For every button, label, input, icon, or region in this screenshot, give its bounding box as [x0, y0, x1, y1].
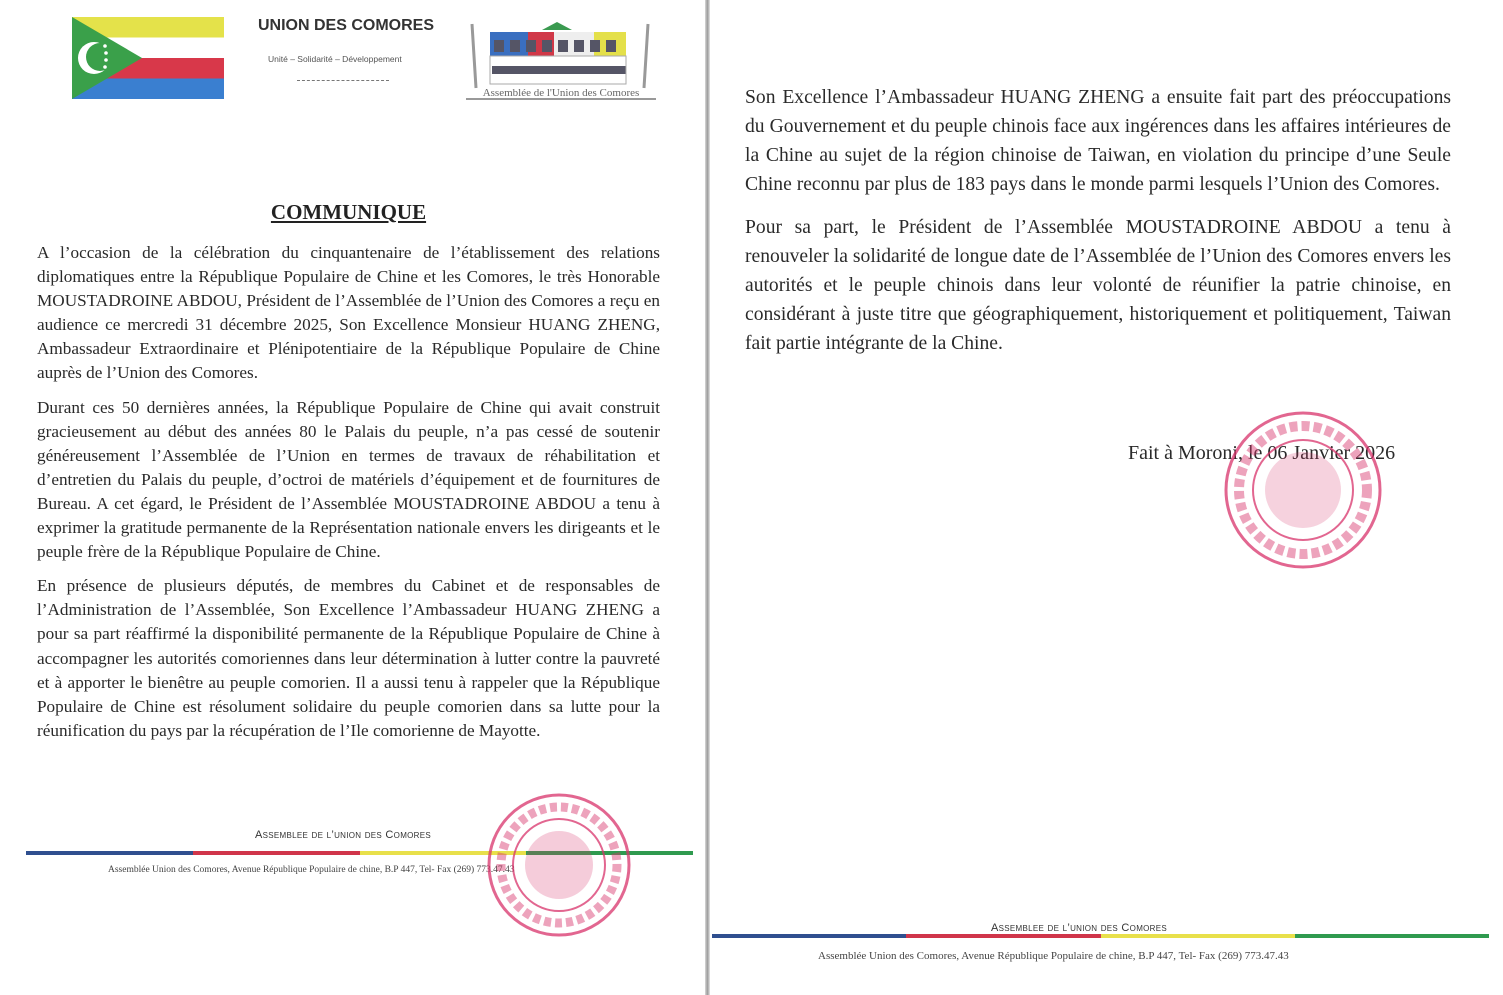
body-text [37, 241, 660, 753]
communique-page-1 [0, 0, 705, 995]
official-stamp-icon [486, 792, 632, 938]
official-stamp-icon [1220, 410, 1386, 570]
footer-address: Assemblée Union des Comores, Avenue République Populaire de chine, B.P 447, Tel- Fax (269) 773.47.43 [818, 950, 1289, 962]
paragraph-2: Durant ces 50 dernières années, la République Populaire de Chine qui avait construit gracieusement au début des années 80 le Palais du peuple, n’a pas cessé de soutenir généreusement l’Assemblée de l’Union en termes de travaux de réhabilitation et d’entretien du Palais du peuple, d’octroi de matériels d’équipement et de fournitures de Bureau. A cet égard, le Président de l’Assemblée MOUSTADROINE ABDOU a tenu à exprimer la gratitude permanente de la Représentation nationale envers les dirigeants et le peuple frère de la République Populaire de Chine. [37, 397, 660, 562]
paragraph-1: A l’occasion de la célébration du cinquantenaire de l’établissement des relations diplomatiques entre la République Populaire de Chine et les Comores, le très Honorable MOUSTADROINE ABDOU, Président de l’Assemblée de l’Union des Comores a reçu en audience ce mercredi 31 décembre 2025, Son Excellence Monsieur HUANG ZHENG, Ambassadeur Extraordinaire et Plénipotentiaire de la République Populaire de Chine auprès de l’Union des Comores. [37, 243, 660, 383]
assembly-logo [462, 18, 660, 102]
paragraph-3: En présence de plusieurs députés, de membres du Cabinet et de responsables de l’Administration de l’Assemblée, Son Excellence l’Ambassadeur HUANG ZHENG a pour sa part réaffirmé la disponibilité permanente de la République Populaire de Chine à accompagner les autorités comoriennes dans leur détermination à lutter contre la pauvreté et à apporter le bienêtre au peuple comorien. Il a aussi tenu à rappeler que la République Populaire de Chine est résolument solidaire du peuple comorien dans sa lutte pour la réunification du pays par la récupération de l’Ile comorienne de Mayotte. [37, 576, 660, 740]
body-text [745, 83, 1451, 372]
footer-address: Assemblée Union des Comores, Avenue République Populaire de chine, B.P 447, Tel- Fax (269) 773.47.43 [108, 865, 515, 875]
communique-page-2 [710, 0, 1503, 995]
page-title: COMMUNIQUE [270, 200, 427, 224]
footer-org: Assemblee de l’union des Comores [255, 829, 432, 841]
header-divider [297, 80, 389, 81]
header-country: UNION DES COMORES [258, 17, 435, 34]
header-motto: Unité – Solidarité – Développement [268, 54, 402, 64]
paragraph-4: Son Excellence l’Ambassadeur HUANG ZHENG a ensuite fait part des préoccupations du Gouvernement et du peuple chinois face aux ingérences dans les affaires intérieures de la Chine au sujet de la région chinoise de Taiwan, en violation du principe d’une Seule Chine reconnu par plus de 183 pays dans le monde parmi lesquels l’Union des Comores. [745, 87, 1451, 195]
comoros-flag-icon [72, 17, 224, 99]
signature-line: Fait à Moroni, le 06 Janvier 2026 [1128, 442, 1396, 464]
footer-org: Assemblee de l’union des Comores [991, 922, 1168, 934]
footer-color-bar [712, 934, 1489, 938]
paragraph-5: Pour sa part, le Président de l’Assemblée MOUSTADROINE ABDOU a tenu à renouveler la solidarité de longue date de l’Assemblée de l’Union des Comores envers les autorités et le peuple chinois dans leur volonté de réunifier la patrie chinoise, en considérant à juste titre que géographiquement, historiquement et politiquement, Taiwan fait partie intégrante de la Chine. [745, 217, 1451, 354]
logo-caption: Assemblée de l'Union des Comores [482, 87, 640, 99]
